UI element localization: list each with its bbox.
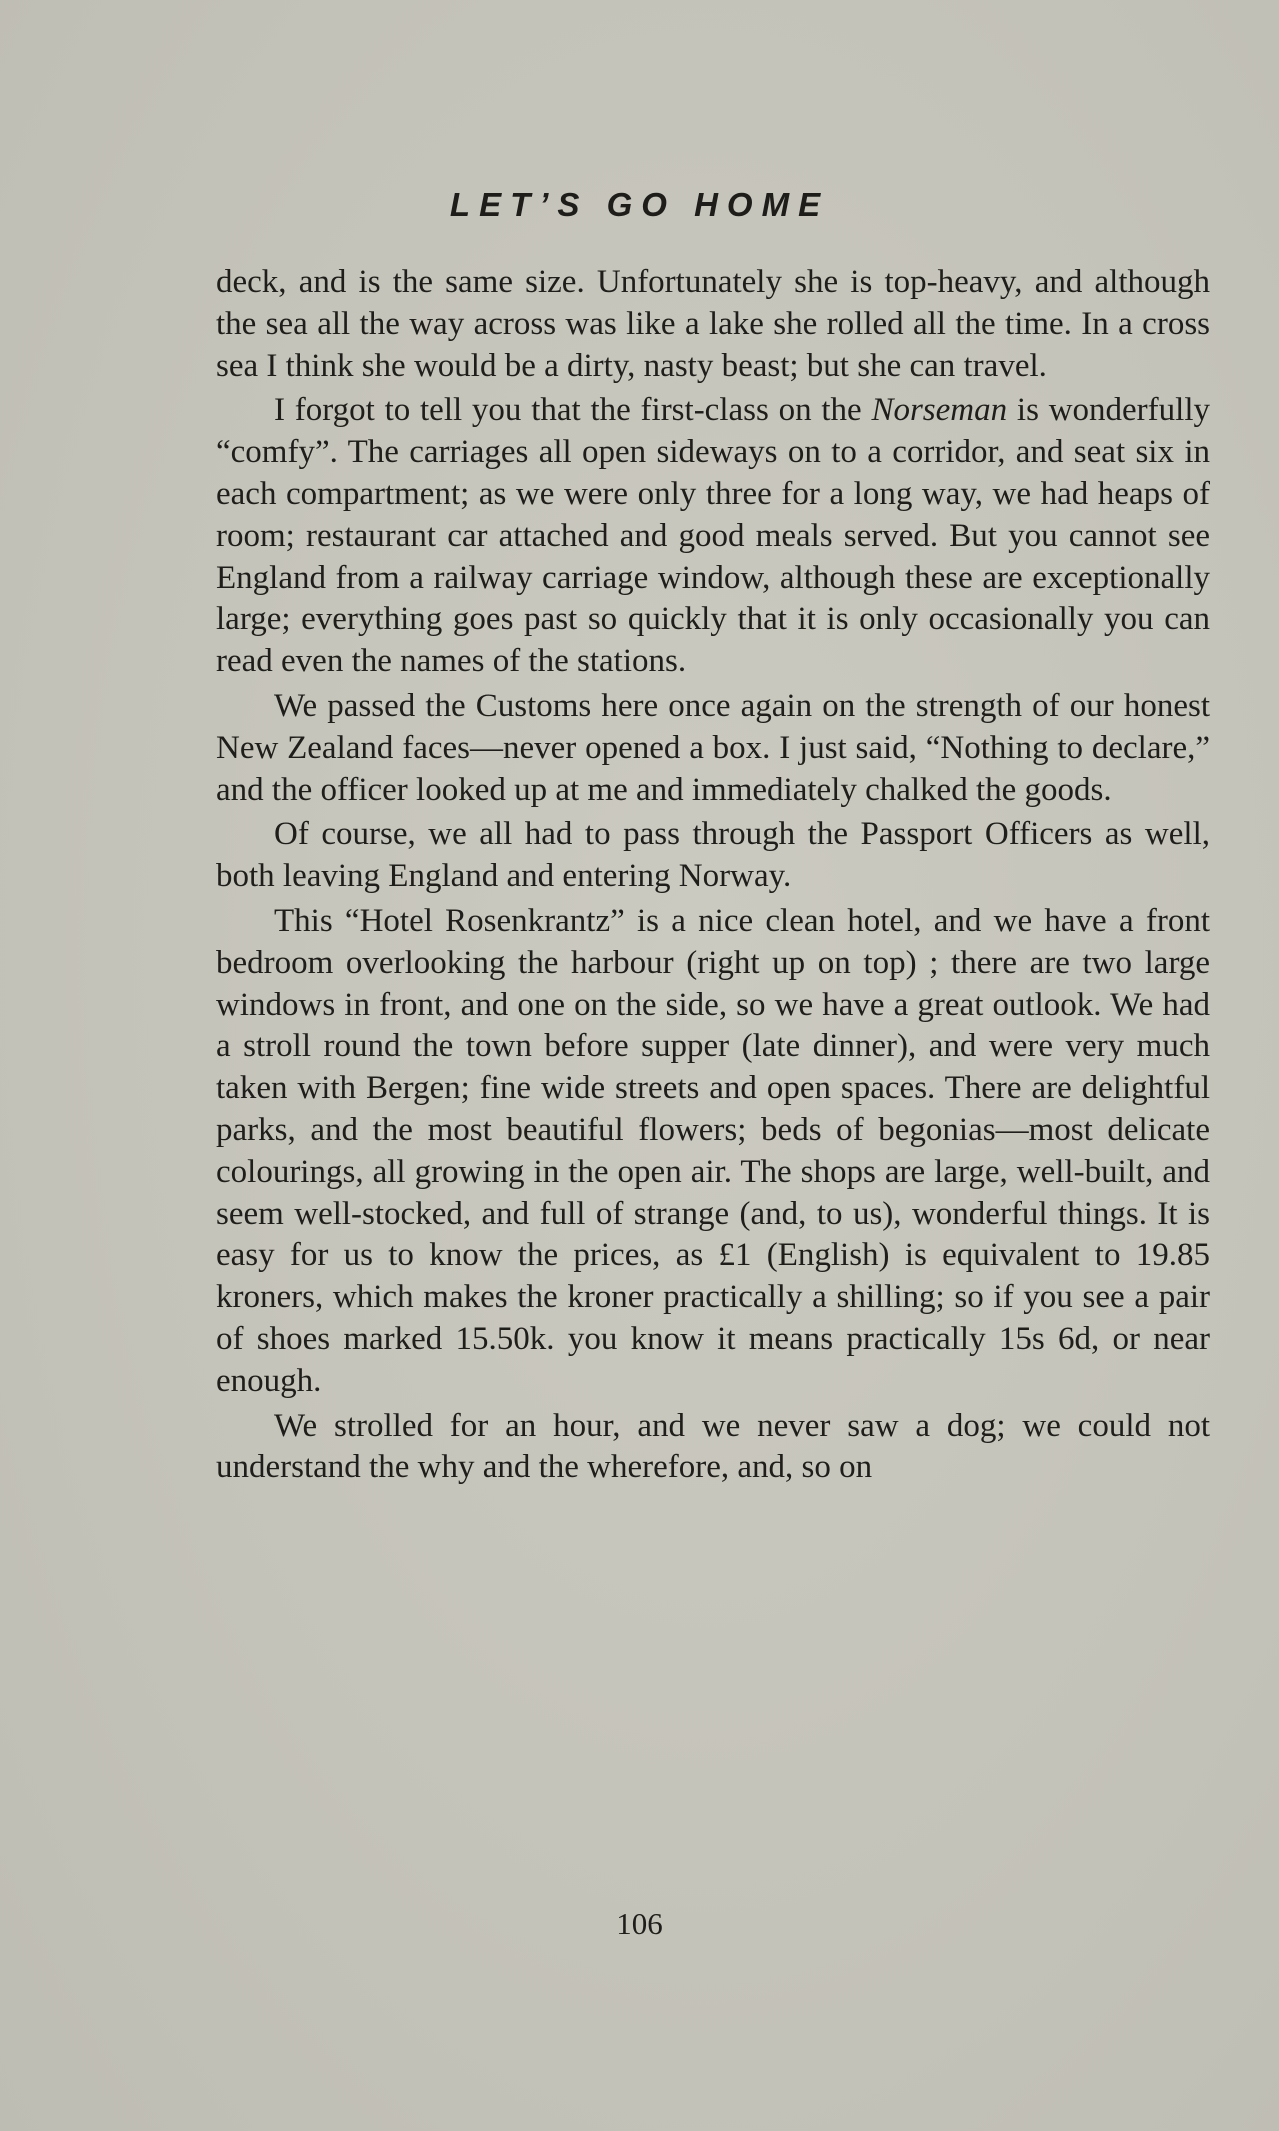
body-text [216,262,1210,1492]
paragraph-passport: Of course, we all had to pass through the Passport Officers as well, both leaving England and entering Norway. [216,816,1210,895]
paragraph-hotel: This “Hotel Rosenkrantz” is a nice clean hotel, and we have a front bedroom overlooking the harbour (right up on top) ; there are two large windows in front, and one on the side, so we have a great outlook. We had a stroll round the town before supper (late dinner), and were very much taken with Bergen; fine wide streets and open spaces. There are delightful parks, and the most beautiful flowers; beds of begonias—most delicate colourings, all growing in the open air. The shops are large, well-built, and seem well-stocked, and full of strange (and, to us), wonderful things. It is easy for us to know the prices, as £1 (English) is equivalent to 19.85 kroners, which makes the kroner practically a shilling; so if you see a pair of shoes marked 15.50k. you know it means practically 15s 6d, or near enough. [216,902,1210,1399]
paragraph-norseman [216,390,1210,683]
paragraph-continuation: deck, and is the same size. Unfortunately she is top-heavy, and although the sea all the way across was like a lake she rolled all the time. In a cross sea I think she would be a dirty, nasty beast; but she can travel. [216,264,1210,384]
paragraph-norseman-after: is wonderfully “comfy”. The carriages all open sideways on to a corridor, and seat six in each compartment; as we were only three for a long way, we had heaps of room; restaurant car attached and good meals served. But you cannot see England from a railway carriage window, although these are exceptionally large; everything goes past so quickly that it is only occasionally you can read even the names of the stations. [216,392,1210,680]
page-number: 106 [616,1906,663,1941]
paragraph-customs: We passed the Customs here once again on the strength of our honest New Zealand faces—never opened a box. I just said, “Nothing to declare,” and the officer looked up at me and immediately chalked the goods. [216,687,1210,808]
paragraph-stroll: We strolled for an hour, and we never saw a dog; we could not understand the why and the wherefore, and, so on [216,1407,1210,1486]
running-head: LET’S GO HOME [449,186,830,223]
ship-name: Norseman [871,392,1008,429]
paragraph-norseman-before: I forgot to tell you that the first-class on the [274,392,872,429]
